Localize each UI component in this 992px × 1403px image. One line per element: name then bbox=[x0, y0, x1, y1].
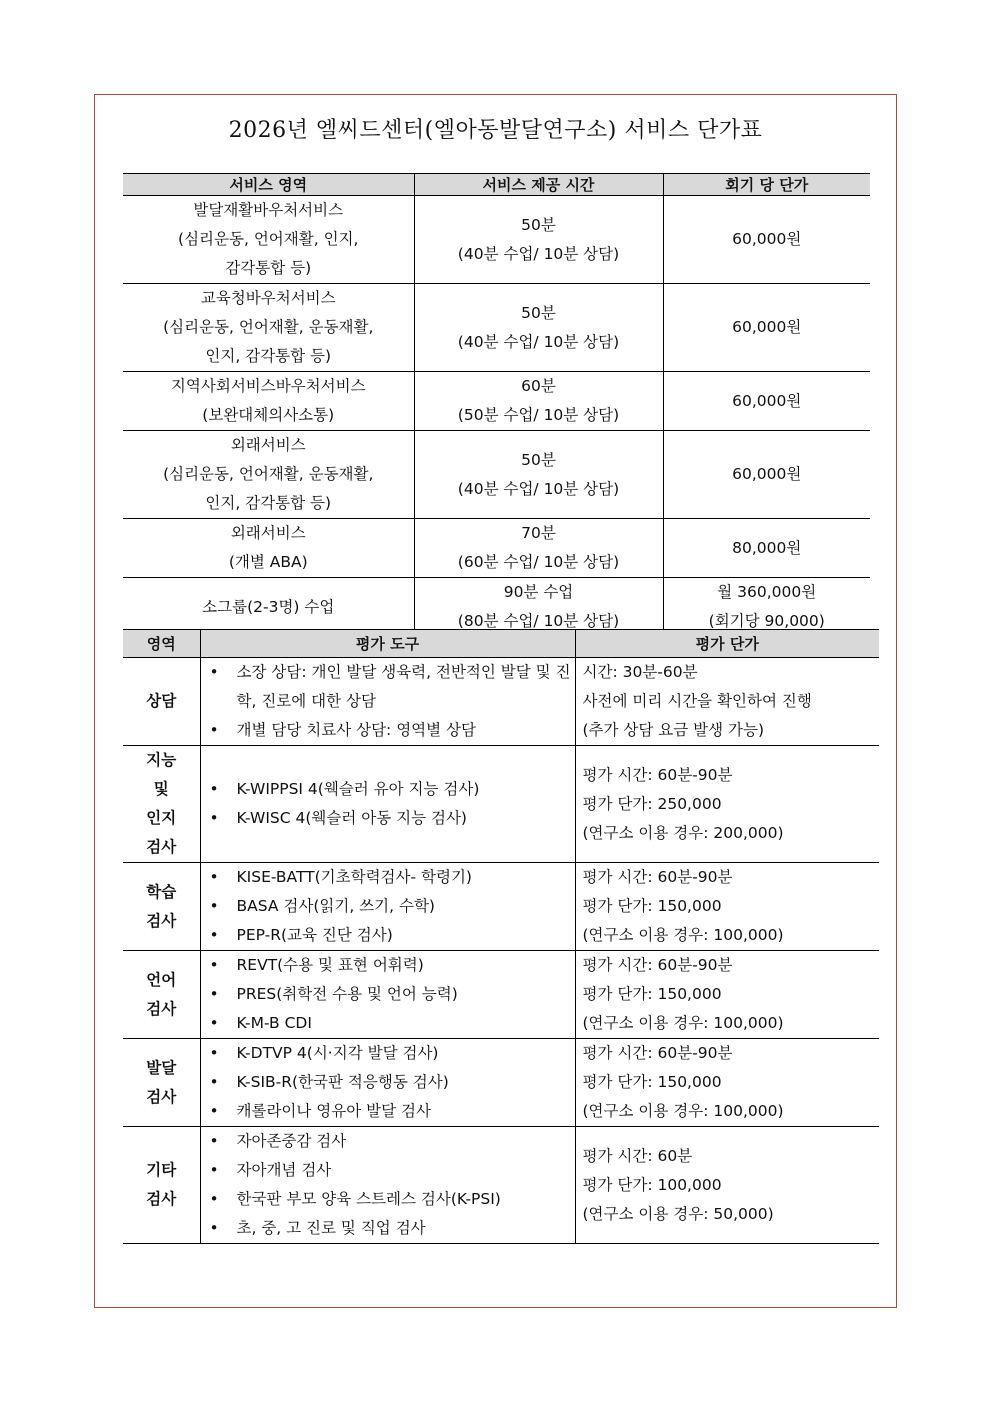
assessment-tools-cell bbox=[200, 1127, 575, 1244]
text-line: 60,000원 bbox=[732, 391, 802, 410]
text-line: 검사 bbox=[146, 1190, 177, 1208]
service-price-cell bbox=[663, 431, 870, 519]
table-row bbox=[123, 951, 879, 1039]
text-line: (심리운동, 언어재활, 인지, bbox=[178, 230, 359, 248]
text-line: (심리운동, 언어재활, 운동재활, bbox=[163, 318, 374, 336]
header-area: 영역 bbox=[123, 630, 200, 658]
tool-list bbox=[201, 658, 575, 745]
assessment-price-table bbox=[123, 629, 879, 1244]
table-row bbox=[123, 284, 870, 372]
text-line: (보완대체의사소통) bbox=[202, 406, 335, 424]
assessment-area-cell bbox=[123, 1127, 200, 1244]
assessment-area-cell bbox=[123, 658, 200, 746]
list-item: • PEP-R(교육 진단 검사) bbox=[237, 921, 575, 950]
text-line: 인지, 감각통합 등) bbox=[205, 347, 332, 365]
text-line: 50분 bbox=[521, 215, 556, 234]
assessment-price-cell bbox=[575, 1039, 879, 1127]
text-line: 평가 단가: 250,000 bbox=[582, 794, 722, 813]
text-line: 검사 bbox=[146, 911, 177, 930]
text-line: 평가 시간: 60분-90분 bbox=[582, 956, 733, 974]
text-line: 평가 시간: 60분-90분 bbox=[582, 868, 733, 886]
list-item: • 한국판 부모 양육 스트레스 검사(K-PSI) bbox=[237, 1185, 575, 1214]
service-price-cell bbox=[663, 284, 870, 372]
text-line: 감각통합 등) bbox=[225, 259, 312, 277]
header-service-area: 서비스 영역 bbox=[123, 174, 414, 196]
text-line: (60분 수업/ 10분 상담) bbox=[457, 553, 620, 571]
text-line: (회기당 90,000) bbox=[708, 612, 825, 630]
table-row bbox=[123, 863, 879, 951]
assessment-price-cell bbox=[575, 863, 879, 951]
text-line: (연구소 이용 경우: 100,000) bbox=[582, 1014, 784, 1032]
list-item: • KISE-BATT(기초학력검사- 학령기) bbox=[237, 863, 575, 892]
assessment-price-cell bbox=[575, 658, 879, 746]
service-price-cell bbox=[663, 578, 870, 637]
text-line: (연구소 이용 경우: 100,000) bbox=[582, 926, 784, 944]
assessment-area-cell bbox=[123, 746, 200, 863]
service-price-cell bbox=[663, 372, 870, 431]
header-service-time: 서비스 제공 시간 bbox=[414, 174, 663, 196]
tool-list bbox=[201, 863, 575, 950]
service-price-table bbox=[123, 173, 870, 637]
text-line: 70분 bbox=[521, 524, 556, 542]
table-row bbox=[123, 746, 879, 863]
text-line: 외래서비스 bbox=[230, 524, 306, 542]
list-item: • 소장 상담: 개인 발달 생육력, 전반적인 발달 및 진학, 진로에 대한 상담 bbox=[237, 658, 575, 716]
text-line: 교육청바우처서비스 bbox=[200, 289, 336, 307]
text-line: (연구소 이용 경우: 200,000) bbox=[582, 823, 784, 842]
text-line: 및 bbox=[153, 780, 169, 798]
text-line: (개별 ABA) bbox=[228, 553, 308, 571]
header-assessment-price: 평가 단가 bbox=[575, 630, 879, 658]
text-line: (심리운동, 언어재활, 운동재활, bbox=[163, 465, 374, 483]
text-line: 80,000원 bbox=[732, 538, 802, 557]
text-line: 평가 단가: 100,000 bbox=[582, 1175, 722, 1194]
service-area-cell bbox=[123, 431, 414, 519]
service-time-cell bbox=[414, 431, 663, 519]
text-line: 60,000원 bbox=[732, 230, 802, 248]
text-line: (연구소 이용 경우: 50,000) bbox=[582, 1204, 774, 1223]
table-row bbox=[123, 431, 870, 519]
assessment-price-cell bbox=[575, 951, 879, 1039]
table-row bbox=[123, 519, 870, 578]
text-line: 90분 수업 bbox=[503, 583, 574, 601]
assessment-area-cell bbox=[123, 1039, 200, 1127]
text-line: 검사 bbox=[146, 838, 177, 856]
text-line: 발달재활바우처서비스 bbox=[193, 201, 344, 219]
text-line: 소그룹(2-3명) 수업 bbox=[202, 597, 335, 616]
text-line: 평가 시간: 60분 bbox=[582, 1146, 693, 1165]
assessment-tools-cell bbox=[200, 658, 575, 746]
text-line: 언어 bbox=[146, 970, 177, 989]
assessment-price-cell bbox=[575, 1127, 879, 1244]
text-line: 60,000원 bbox=[732, 465, 802, 483]
text-line: 월 360,000원 bbox=[717, 583, 817, 601]
header-assessment-tool: 평가 도구 bbox=[200, 630, 575, 658]
text-line: 지능 bbox=[146, 751, 177, 769]
text-line: (40분 수업/ 10분 상담) bbox=[457, 244, 620, 263]
tool-list bbox=[201, 775, 575, 833]
service-time-cell bbox=[414, 284, 663, 372]
service-area-cell bbox=[123, 284, 414, 372]
list-item: • PRES(취학전 수용 및 언어 능력) bbox=[237, 980, 575, 1009]
list-item: • K-DTVP 4(시·지각 발달 검사) bbox=[237, 1039, 575, 1068]
text-line: 60,000원 bbox=[732, 318, 802, 336]
text-line: 검사 bbox=[146, 1087, 177, 1106]
service-area-cell bbox=[123, 578, 414, 637]
table-row bbox=[123, 1127, 879, 1244]
list-item: • 자아존중감 검사 bbox=[237, 1127, 575, 1156]
service-area-cell bbox=[123, 519, 414, 578]
service-price-cell bbox=[663, 196, 870, 284]
table-row bbox=[123, 658, 879, 746]
service-area-cell bbox=[123, 372, 414, 431]
assessment-price-cell bbox=[575, 746, 879, 863]
page-title: 2026년 엘씨드센터(엘아동발달연구소) 서비스 단가표 bbox=[228, 118, 763, 143]
text-line: 외래서비스 bbox=[230, 436, 306, 454]
table-header-row bbox=[123, 174, 870, 196]
text-line: 60분 bbox=[521, 377, 556, 395]
list-item: • K-WIPPSI 4(웩슬러 유아 지능 검사) bbox=[237, 775, 575, 804]
text-line: 기타 bbox=[146, 1161, 177, 1179]
list-item: • 캐롤라이나 영유아 발달 검사 bbox=[237, 1097, 575, 1126]
text-line: 검사 bbox=[146, 999, 177, 1018]
assessment-tools-cell bbox=[200, 863, 575, 951]
header-session-price: 회기 당 단가 bbox=[663, 174, 870, 196]
tool-list bbox=[201, 951, 575, 1038]
service-time-cell bbox=[414, 196, 663, 284]
text-line: 사전에 미리 시간을 확인하여 진행 bbox=[582, 692, 812, 710]
table-row bbox=[123, 1039, 879, 1127]
list-item: • BASA 검사(읽기, 쓰기, 수학) bbox=[237, 892, 575, 921]
text-line: 인지 bbox=[146, 809, 177, 827]
text-line: 평가 단가: 150,000 bbox=[582, 897, 722, 915]
list-item: • 개별 담당 치료사 상담: 영역별 상담 bbox=[237, 716, 575, 745]
list-item: • K-M-B CDI bbox=[237, 1009, 575, 1038]
table-header-row bbox=[123, 630, 879, 658]
text-line: 상담 bbox=[146, 692, 177, 710]
assessment-tools-cell bbox=[200, 951, 575, 1039]
service-time-cell bbox=[414, 372, 663, 431]
text-line: (50분 수업/ 10분 상담) bbox=[457, 406, 620, 424]
text-line: 평가 시간: 60분-90분 bbox=[582, 765, 733, 784]
assessment-area-cell bbox=[123, 951, 200, 1039]
assessment-tools-cell bbox=[200, 1039, 575, 1127]
service-time-cell bbox=[414, 578, 663, 637]
assessment-area-cell bbox=[123, 863, 200, 951]
text-line: 평가 단가: 150,000 bbox=[582, 985, 722, 1003]
text-line: 인지, 감각통합 등) bbox=[205, 494, 332, 512]
assessment-tools-cell bbox=[200, 746, 575, 863]
service-price-cell bbox=[663, 519, 870, 578]
list-item: • K-WISC 4(웩슬러 아동 지능 검사) bbox=[237, 804, 575, 833]
text-line: (40분 수업/ 10분 상담) bbox=[457, 479, 620, 498]
table-row bbox=[123, 196, 870, 284]
text-line: 50분 bbox=[521, 303, 556, 322]
tool-list bbox=[201, 1127, 575, 1243]
list-item: • 자아개념 검사 bbox=[237, 1156, 575, 1185]
text-line: (추가 상담 요금 발생 가능) bbox=[582, 721, 765, 739]
text-line: (40분 수업/ 10분 상담) bbox=[457, 332, 620, 351]
text-line: (80분 수업/ 10분 상담) bbox=[457, 612, 620, 630]
text-line: 평가 단가: 150,000 bbox=[582, 1073, 722, 1091]
text-line: 지역사회서비스바우처서비스 bbox=[170, 377, 366, 395]
text-line: 학습 bbox=[146, 882, 177, 901]
text-line: 발달 bbox=[146, 1058, 177, 1077]
list-item: • K-SIB-R(한국판 적응행동 검사) bbox=[237, 1068, 575, 1097]
table-row bbox=[123, 578, 870, 637]
table-row bbox=[123, 372, 870, 431]
service-area-cell bbox=[123, 196, 414, 284]
list-item: • REVT(수용 및 표현 어휘력) bbox=[237, 951, 575, 980]
service-time-cell bbox=[414, 519, 663, 578]
tool-list bbox=[201, 1039, 575, 1126]
text-line: (연구소 이용 경우: 100,000) bbox=[582, 1102, 784, 1120]
text-line: 50분 bbox=[521, 450, 556, 469]
text-line: 평가 시간: 60분-90분 bbox=[582, 1044, 733, 1062]
list-item: • 초, 중, 고 진로 및 직업 검사 bbox=[237, 1214, 575, 1243]
text-line: 시간: 30분-60분 bbox=[582, 663, 698, 681]
